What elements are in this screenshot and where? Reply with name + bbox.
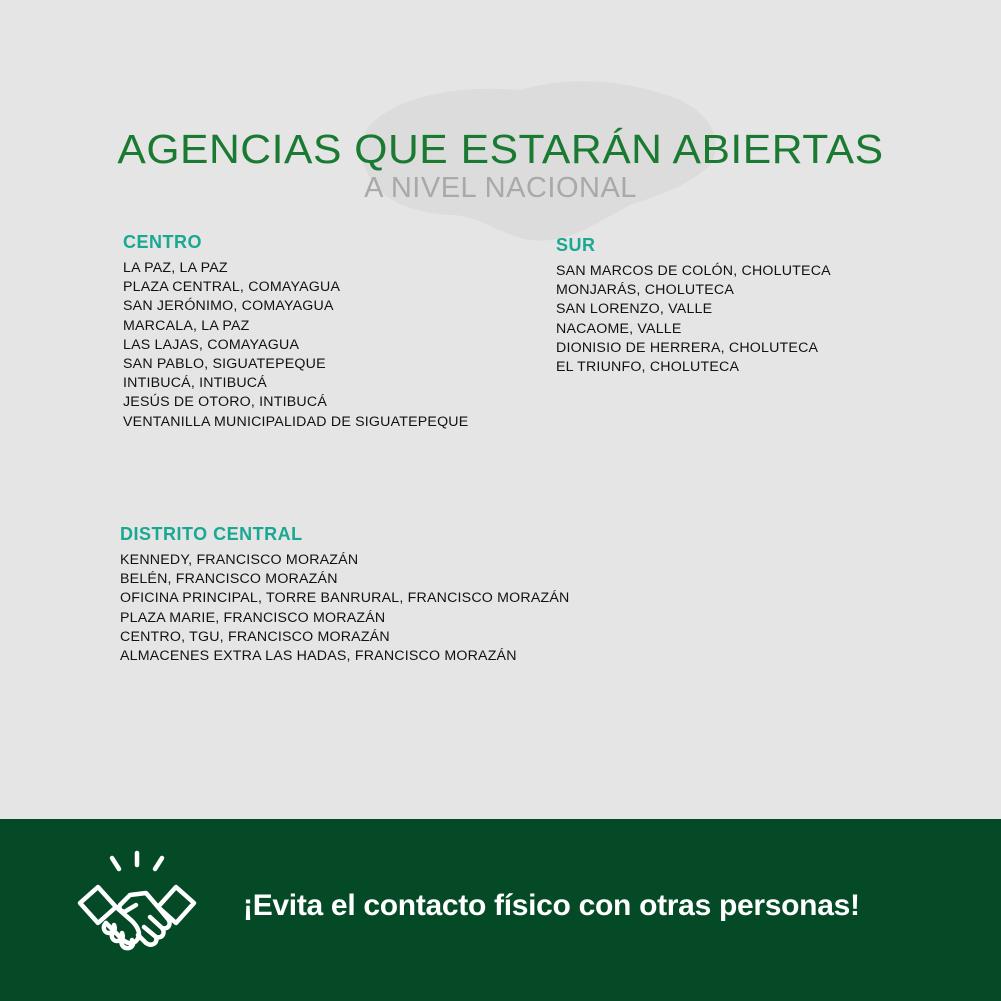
section-distrito-central [120, 524, 570, 666]
banner-slogan: ¡Evita el contacto físico con otras personas! [243, 889, 860, 922]
list-item: SAN JERÓNIMO, COMAYAGUA [123, 298, 334, 315]
list-item: CENTRO, TGU, FRANCISCO MORAZÁN [120, 628, 390, 645]
list-item: DIONISIO DE HERRERA, CHOLUTECA [556, 339, 819, 356]
section-heading-sur: SUR [556, 235, 596, 255]
list-item: PLAZA MARIE, FRANCISCO MORAZÁN [120, 609, 386, 626]
section-heading-centro: CENTRO [123, 232, 202, 252]
section-sur [556, 235, 831, 377]
page-subtitle: A NIVEL NACIONAL [364, 172, 637, 204]
list-item: NACAOME, VALLE [556, 320, 682, 337]
list-item: OFICINA PRINCIPAL, TORRE BANRURAL, FRANCISCO MORAZÁN [120, 590, 570, 607]
section-centro [123, 232, 468, 432]
list-item: KENNEDY, FRANCISCO MORAZÁN [120, 552, 359, 568]
agency-list-centro [123, 259, 468, 432]
section-heading-distrito-central: DISTRITO CENTRAL [120, 524, 303, 544]
list-item: LA PAZ, LA PAZ [123, 260, 228, 276]
list-item: SAN LORENZO, VALLE [556, 301, 713, 318]
handshake-icon [76, 849, 198, 971]
agency-list-distrito-central [120, 551, 570, 666]
list-item: BELÉN, FRANCISCO MORAZÁN [120, 571, 338, 588]
bottom-banner [0, 819, 1001, 1001]
list-item: SAN MARCOS DE COLÓN, CHOLUTECA [556, 263, 831, 279]
list-item: VENTANILLA MUNICIPALIDAD DE SIGUATEPEQUE [123, 413, 469, 430]
list-item: MONJARÁS, CHOLUTECA [556, 282, 735, 299]
agency-list-sur [556, 262, 831, 377]
list-item: LAS LAJAS, COMAYAGUA [123, 336, 300, 353]
list-item: ALMACENES EXTRA LAS HADAS, FRANCISCO MORAZÁN [120, 648, 517, 665]
list-item: SAN PABLO, SIGUATEPEQUE [123, 356, 326, 373]
list-item: PLAZA CENTRAL, COMAYAGUA [123, 279, 341, 296]
list-item: INTIBUCÁ, INTIBUCÁ [123, 375, 267, 392]
list-item: EL TRIUNFO, CHOLUTECA [556, 359, 740, 376]
list-item: JESÚS DE OTORO, INTIBUCÁ [123, 394, 327, 411]
list-item: MARCALA, LA PAZ [123, 317, 250, 334]
page-title: AGENCIAS QUE ESTARÁN ABIERTAS [117, 126, 884, 172]
